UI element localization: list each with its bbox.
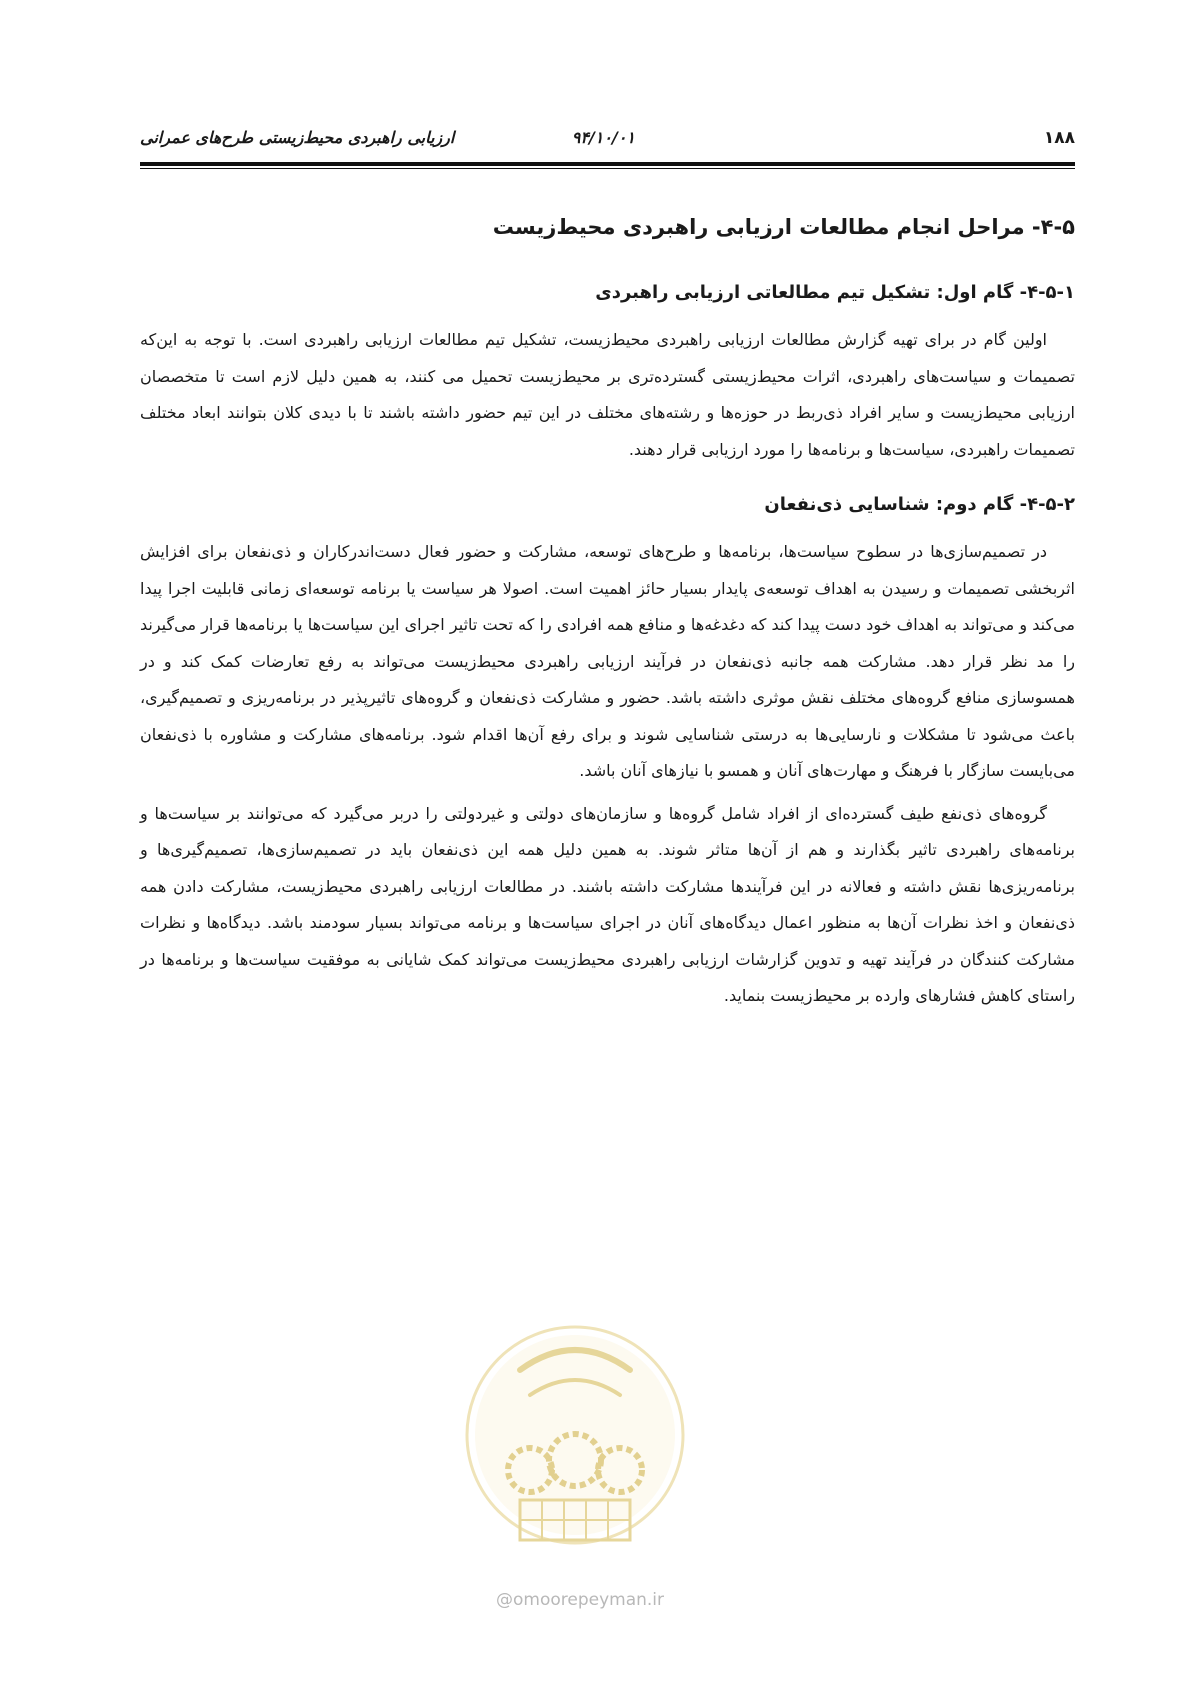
header-date: ۹۴/۱۰/۰۱ bbox=[571, 128, 635, 147]
step1-heading: ۴-۵-۱- گام اول: تشکیل تیم مطالعاتی ارزیابی راهبردی bbox=[595, 282, 1075, 303]
page-content bbox=[140, 210, 1075, 1037]
page-header bbox=[140, 128, 1075, 152]
running-title: ارزیابی راهبردی محیط‌زیستی طرح‌های عمرانی bbox=[140, 128, 455, 147]
section-heading: ۴-۵- مراحل انجام مطالعات ارزیابی راهبردی محیط‌زیست bbox=[492, 215, 1075, 239]
header-rule-thick bbox=[140, 162, 1075, 166]
header-rule-thin bbox=[140, 168, 1075, 169]
page-number: ۱۸۸ bbox=[1043, 128, 1075, 148]
step2-heading: ۴-۵-۲- گام دوم: شناسایی ذی‌نفعان bbox=[764, 494, 1075, 515]
step2-paragraph-1: در تصمیم‌سازی‌ها در سطوح سیاست‌ها، برنامه‌ها و طرح‌های توسعه، مشارکت و حضور فعال دست‌اندرکاران و ذی‌نفعان برای افزایش اثربخشی تصمیمات و رسیدن به اهداف توسعه‌ی پایدار بسیار حائز اهمیت است. اصولا هر سیاست یا برنامه توسعه‌ای زمانی قابلیت اجرا پیدا می‌کند و می‌تواند به اهداف خود دست پیدا کند که دغدغه‌ها و منافع همه افرادی را که تحت تاثیر اجرای این سیاست‌ها یا برنامه‌ها قرار می‌گیرند را مد نظر قرار دهد. مشارکت همه جانبه ذی‌نفعان در فرآیند ارزیابی راهبردی محیط‌زیست می‌تواند به رفع تعارضات کمک کند و در همسوسازی منافع گروه‌های مختلف نقش موثری داشته باشد. حضور و مشارکت ذی‌نفعان و گروه‌های تاثیرپذیر در برنامه‌ریزی و تصمیم‌گیری، باعث می‌شود تا مشکلات و نارسایی‌ها به درستی شناسایی شوند و برای رفع آن‌ها اقدام شود. برنامه‌های مشارکت و مشاوره با ذی‌نفعان می‌بایست سازگار با فرهنگ و مهارت‌های آنان و همسو با نیازهای آنان باشد. bbox=[140, 542, 1075, 780]
step2-paragraph-2: گروه‌های ذی‌نفع طیف گسترده‌ای از افراد شامل گروه‌ها و سازمان‌های دولتی و غیردولتی را دربر می‌گیرد که می‌توانند بر سیاست‌ها و برنامه‌های راهبردی تاثیر بگذارند و هم از آن‌ها متاثر شوند. به همین دلیل همه این ذی‌نفعان باید در تصمیم‌سازی‌ها، تصمیم‌گیری‌ها و برنامه‌ریزی‌ها نقش داشته و فعالانه در این فرآیندها مشارکت داشته باشند. در مطالعات ارزیابی راهبردی محیط‌زیست، مشارکت دادن همه ذی‌نفعان و اخذ نظرات آن‌ها به منظور اعمال دیدگاه‌های آنان در اجرای سیاست‌ها و برنامه می‌تواند بسیار سودمند باشد. دیدگاه‌ها و نظرات مشارکت کنندگان در فرآیند تهیه و تدوین گزارشات ارزیابی راهبردی محیط‌زیست می‌تواند کمک شایانی به موفقیت سیاست‌ها و برنامه‌ها در راستای کاهش فشارهای وارده بر محیط‌زیست بنماید. bbox=[140, 803, 1075, 1005]
step1-paragraph: اولین گام در برای تهیه گزارش مطالعات ارزیابی راهبردی محیط‌زیست، تشکیل تیم مطالعات ارزیابی راهبردی است. با توجه به این‌که تصمیمات و سیاست‌های راهبردی، اثرات محیط‌زیستی گسترده‌تری بر محیط‌زیست تحمیل می کنند، به همین دلیل لازم است تا متخصصان ارزیابی محیط‌زیست و سایر افراد ذی‌ربط در حوزه‌ها و رشته‌های مختلف در این تیم حضور داشته باشند تا با دیدی کلان بتوانند ابعاد مختلف تصمیمات راهبردی، سیاست‌ها و برنامه‌ها را مورد ارزیابی قرار دهند. bbox=[140, 330, 1075, 459]
watermark-logo bbox=[460, 1310, 690, 1580]
watermark-url: @omoorepeyman.ir bbox=[495, 1590, 665, 1610]
